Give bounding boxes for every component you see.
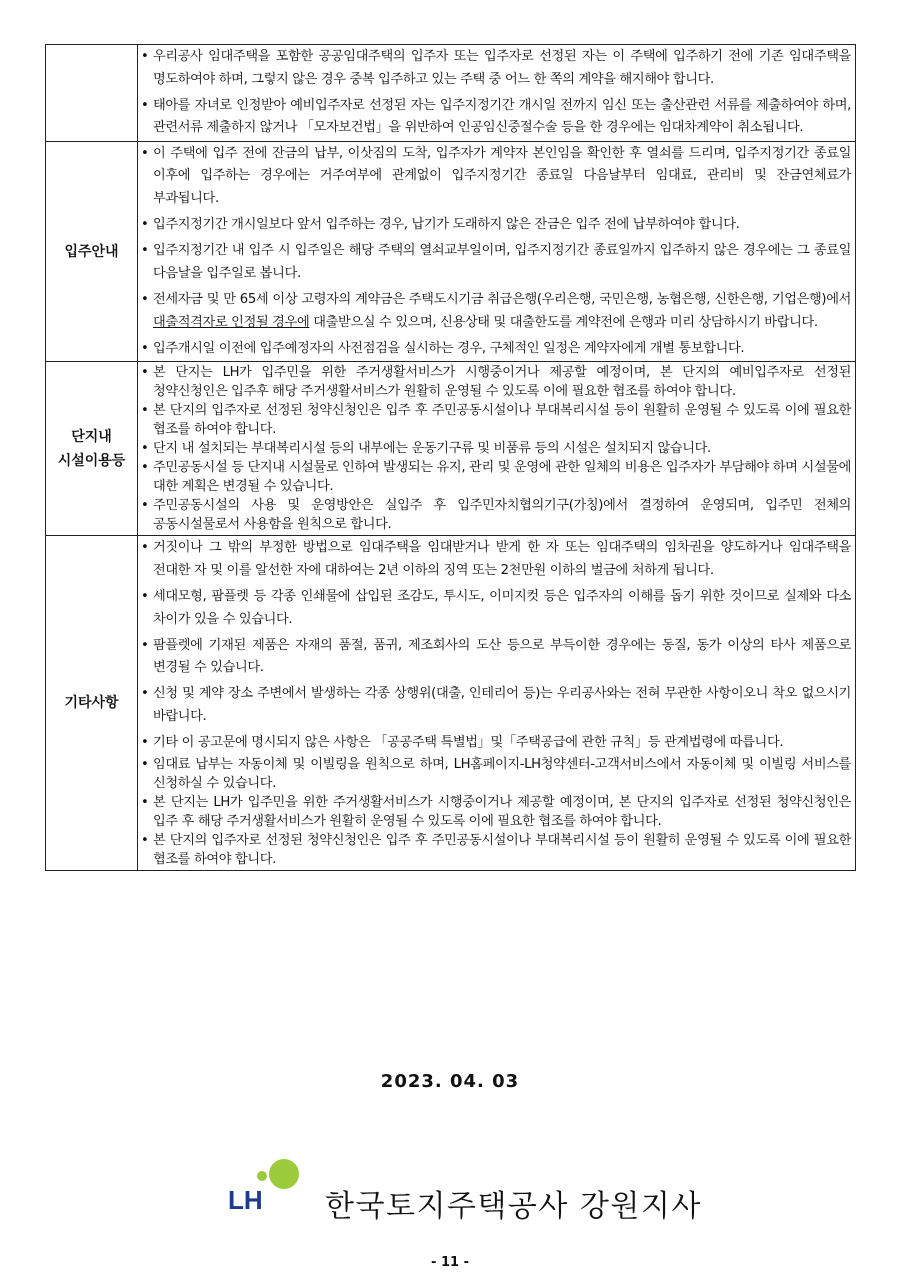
organization-name: 한국토지주택공사 강원지사 [325, 1189, 702, 1224]
list-item: • 우리공사 임대주택을 포함한 공공임대주택의 입주자 또는 입주자로 선정된 자는 이 주택에 입주하기 전에 기존 임대주택을 명도하여야 하며, 그렇지 않은 경우 중복 입주하고 있는 주택 중 어느 한 쪽의 계약을 해지해야 합니다. [141, 46, 851, 91]
list-item: • 주민공동시설의 사용 및 운영방안은 실입주 후 입주민자치협의기구(가칭)에서 결정하여 운영되며, 입주민 전체의 공동시설물로서 사용함을 원칙으로 합니다. [141, 496, 851, 534]
loan-text-after: 대출받으실 수 있으며, 신용상태 및 대출한도를 계약전에 은행과 미리 상담하시기 바랍니다. [309, 314, 818, 330]
section-content-other [138, 536, 856, 870]
list-item: • 본 단지의 입주자로 선정된 청약신청인은 입주 후 주민공동시설이나 부대복리시설 등이 원활히 운영될 수 있도록 이에 필요한 협조를 하여야 합니다. [141, 831, 851, 869]
section-content-move-in-guide [138, 141, 856, 361]
list-item: • 세대모형, 팜플렛 등 각종 인쇄물에 삽입된 조감도, 투시도, 이미지컷 등은 입주자의 이해를 돕기 위한 것이므로 실제와 다소 차이가 있을 수 있습니다. [141, 586, 851, 631]
list-item: • 태아를 자녀로 인정받아 예비입주자로 선정된 자는 입주지정기간 개시일 전까지 임신 또는 출산관련 서류를 제출하여야 하며, 관련서류 제출하지 않거나 「모자보건법」을 위반하여 인공임신중절수술 등을 한 경우에는 임대차계약이 취소됩니다. [141, 95, 851, 140]
bullet-list [141, 363, 851, 534]
bullet-list [141, 46, 851, 140]
list-item: • 주민공동시설 등 단지내 시설물로 인하여 발생되는 유지, 관리 및 운영에 관한 일체의 비용은 입주자가 부담해야 하며 시설물에 대한 계획은 변경될 수 있습니다. [141, 458, 851, 496]
section-label-line: 단지내 [71, 428, 112, 445]
logo-text: LH [228, 1185, 263, 1215]
section-label-other: 기타사항 [46, 536, 138, 870]
list-item: • 입주개시일 이전에 입주예정자의 사전점검을 실시하는 경우, 구체적인 일정은 계약자에게 개별 통보합니다. [141, 338, 851, 361]
loan-text-before: 전세자금 및 만 65세 이상 고령자의 계약금은 주택도시기금 취급은행(우리은행, 국민은행, 농협은행, 신한은행, 기업은행)에서 [153, 291, 851, 307]
section-content-facilities [138, 362, 856, 536]
list-item: • 팜플렛에 기재된 제품은 자재의 품절, 품귀, 제조회사의 도산 등으로 부득이한 경우에는 동질, 동가 이상의 타사 제품으로 변경될 수 있습니다. [141, 635, 851, 680]
section-label-facilities [46, 362, 138, 536]
list-item: • 신청 및 계약 장소 주변에서 발생하는 각종 상행위(대출, 인테리어 등)는 우리공사와는 전혀 무관한 사항이오니 착오 없으시기 바랍니다. [141, 683, 851, 728]
lh-green-dots-logo-icon [225, 1158, 305, 1216]
bullet-list [141, 755, 851, 869]
notice-table [45, 44, 856, 871]
list-item: • 입주지정기간 내 입주 시 입주일은 해당 주택의 열쇠교부일이며, 입주지정기간 종료일까지 입주하지 않은 경우에는 그 종료일 다음날을 입주일로 봅니다. [141, 240, 851, 285]
list-item: • 이 주택에 입주 전에 잔금의 납부, 이삿짐의 도착, 입주자가 계약자 본인임을 확인한 후 열쇠를 드리며, 입주지정기간 종료일 이후에 입주하는 경우에는 거주여부에 관계없이 입주지정기간 종료일 다음날부터 임대료, 관리비 및 잔금연체료가 부과됩니다. [141, 143, 851, 211]
list-item: • 입주지정기간 개시일보다 앞서 입주하는 경우, 납기가 도래하지 않은 잔금은 입주 전에 납부하여야 합니다. [141, 214, 851, 237]
list-item: • 본 단지는 LH가 입주민을 위한 주거생활서비스가 시행중이거나 제공할 예정이며, 본 단지의 입주자로 선정된 청약신청인은 입주 후 해당 주거생활서비스가 원활히 운영될 수 있도록 이에 필요한 협조를 하여야 합니다. [141, 793, 851, 831]
section-label-line: 시설이용등 [57, 452, 126, 469]
logo-dot-large [269, 1159, 299, 1189]
section-content-contract [138, 45, 856, 142]
bullet-list [141, 143, 851, 360]
section-row-contract [46, 45, 856, 142]
section-row-other [46, 536, 856, 870]
bullet-list [141, 537, 851, 754]
list-item-loan [141, 289, 851, 334]
section-label-contract [46, 45, 138, 142]
list-item: • 거짓이나 그 밖의 부정한 방법으로 임대주택을 임대받거나 받게 한 자 또는 임대주택의 임차권을 양도하거나 임대주택을 전대한 자 및 이를 알선한 자에 대하여는 2년 이하의 징역 또는 2천만원 이하의 벌금에 처하게 됩니다. [141, 537, 851, 582]
section-label-move-in-guide: 입주안내 [46, 141, 138, 361]
list-item: • 본 단지는 LH가 입주민을 위한 주거생활서비스가 시행중이거나 제공할 예정이며, 본 단지의 예비입주자로 선정된 청약신청인은 입주후 해당 주거생활서비스가 원활히 운영될 수 있도록 이에 필요한 협조를 하여야 합니다. [141, 363, 851, 401]
list-item: • 본 단지의 입주자로 선정된 청약신청인은 입주 후 주민공동시설이나 부대복리시설 등이 원활히 운영될 수 있도록 이에 필요한 협조를 하여야 합니다. [141, 401, 851, 439]
logo-dot-small [257, 1171, 267, 1181]
list-item: • 기타 이 공고문에 명시되지 않은 사항은 「공공주택 특별법」및「주택공급에 관한 규칙」등 관계법령에 따릅니다. [141, 732, 851, 755]
list-item: • 임대료 납부는 자동이체 및 이빌링을 원칙으로 하며, LH홈페이지-LH청약센터-고객서비스에서 자동이체 및 이빌링 서비스를 신청하실 수 있습니다. [141, 755, 851, 793]
loan-text-underlined: 대출적격자로 인정될 경우에 [153, 314, 310, 330]
document-date: 2023. 04. 03 [380, 1071, 520, 1092]
list-item: • 단지 내 설치되는 부대복리시설 등의 내부에는 운동기구류 및 비품류 등의 시설은 설치되지 않습니다. [141, 439, 851, 458]
section-row-facilities [46, 362, 856, 536]
section-row-move-in-guide [46, 141, 856, 361]
page-number: - 11 - [431, 1255, 469, 1270]
